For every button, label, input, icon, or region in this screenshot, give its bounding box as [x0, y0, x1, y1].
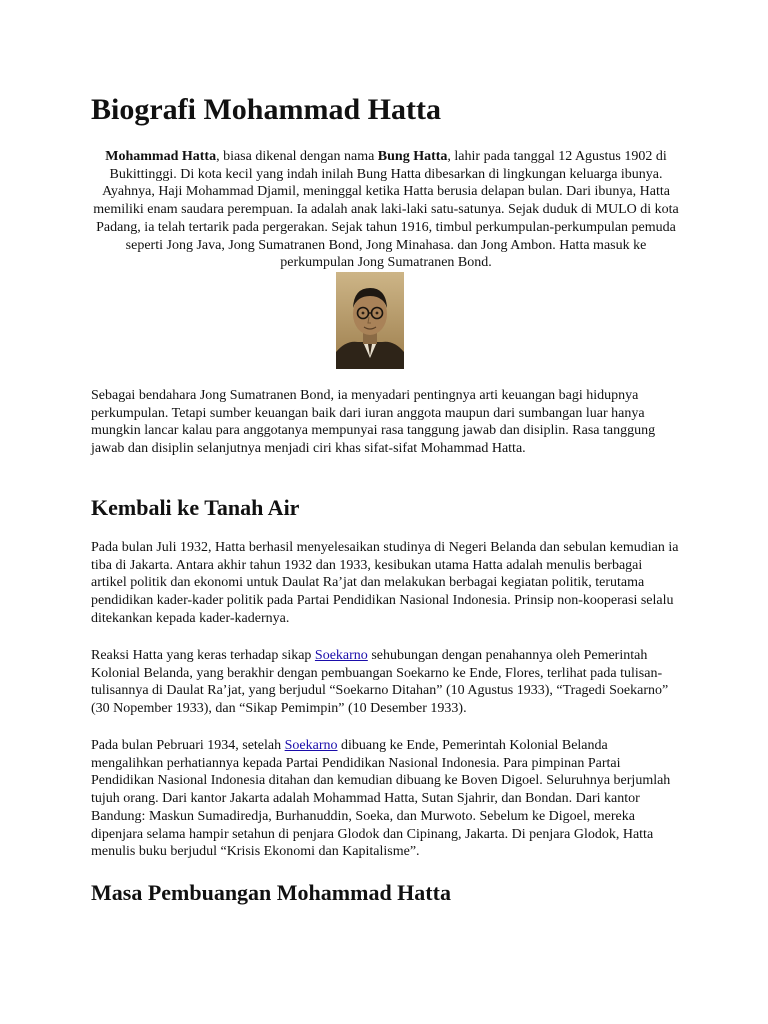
paragraph-bendahara: Sebagai bendahara Jong Sumatranen Bond, ia menyadari pentingnya arti keuangan bagi hidupnya perkumpulan. Tetapi sumber keuangan baik dari iuran anggota maupun dari sumbangan luar hanya mungkin lancar kalau para anggotanya mempunyai rasa tanggung jawab dan disiplin. Rasa tanggung jawab dan disiplin selanjutnya menjadi ciri khas sifat-sifat Mohammad Hatta.: [91, 388, 656, 457]
section-heading-pembuangan: Masa Pembuangan Mohammad Hatta: [91, 880, 451, 905]
pebruari-text-1: Pada bulan Pebruari 1934, setelah: [91, 738, 285, 753]
hatta-portrait-photo: [336, 272, 404, 369]
intro-text-2: , lahir pada tanggal 12 Agustus 1902 di Bukittinggi. Di kota kecil yang indah inilah Bung Hatta dibesarkan di lingkungan keluarga ibunya. Ayahnya, Haji Mohammad Djamil, meninggal ketika Hatta berusia delapan bulan. Dari ibunya, Hatta memiliki enam saudara perempuan. Ia adalah anak laki-laki satu-satunya. Sejak duduk di MULO di kota Padang, ia telah tertarik pada pergerakan. Sejak tahun 1916, timbul perkumpulan-perkumpulan pemuda seperti Jong Java, Jong Sumatranen Bond, Jong Minahasa. dan Jong Ambon. Hatta masuk ke perkumpulan Jong Sumatranen Bond.: [93, 149, 679, 271]
reaksi-text-1: Reaksi Hatta yang keras terhadap sikap: [91, 648, 315, 663]
section-heading-kembali: Kembali ke Tanah Air: [91, 495, 300, 520]
paragraph-juli-1932: Pada bulan Juli 1932, Hatta berhasil menyelesaikan studinya di Negeri Belanda dan sebulan kemudian ia tiba di Jakarta. Antara akhir tahun 1932 dan 1933, kesibukan utama Hatta adalah menulis berbagai artikel politik dan ekonomi untuk Daulat Ra’jat dan melakukan berbagai kegiatan politik, terutama pendidikan kader-kader politik pada Partai Pendidikan Nasional Indonesia. Prinsip non-kooperasi selalu ditekankan kepada kader-kadernya.: [91, 540, 679, 626]
pebruari-text-2: dibuang ke Ende, Pemerintah Kolonial Belanda mengalihkan perhatiannya kepada Partai Pendidikan Nasional Indonesia. Para pimpinan Partai Pendidikan Nasional Indonesia ditahan dan kemudian dibuang ke Boven Digoel. Seluruhnya berjumlah tujuh orang. Dari kantor Jakarta adalah Mohammad Hatta, Sutan Sjahrir, dan Bondan. Dari kantor Bandung: Maskun Sumadiredja, Burhanuddin, Soeka, dan Murwoto. Sebelum ke Digoel, mereka dipenjara selama hampir setahun di penjara Glodok dan Cipinang, Jakarta. Di penjara Glodok, Hatta menulis buku berjudul “Krisis Ekonomi dan Kapitalisme”.: [91, 738, 671, 860]
intro-name: Mohammad Hatta: [105, 149, 217, 164]
intro-text-1: , biasa dikenal dengan nama: [216, 149, 378, 164]
soekarno-link-2[interactable]: Soekarno: [284, 738, 338, 753]
paragraph-pebruari-1934: [91, 737, 681, 861]
paragraph-reaksi-hatta: [91, 647, 681, 718]
intro-nickname: Bung Hatta: [377, 149, 448, 164]
portrait-illustration: [336, 272, 404, 369]
intro-paragraph: [91, 148, 681, 272]
reaksi-text-2: sehubungan dengan penahannya oleh Pemerintah Kolonial Belanda, yang berakhir dengan pembuangan Soekarno ke Ende, Flores, terlihat pada tulisan-tulisannya di Daulat Ra’jat, yang berjudul “Soekarno Ditahan” (10 Agustus 1933), “Tragedi Soekarno” (30 Nopember 1933), dan “Sikap Pemimpin” (10 Desember 1933).: [91, 648, 669, 717]
page-title: Biografi Mohammad Hatta: [91, 93, 441, 126]
soekarno-link[interactable]: Soekarno: [314, 648, 368, 663]
